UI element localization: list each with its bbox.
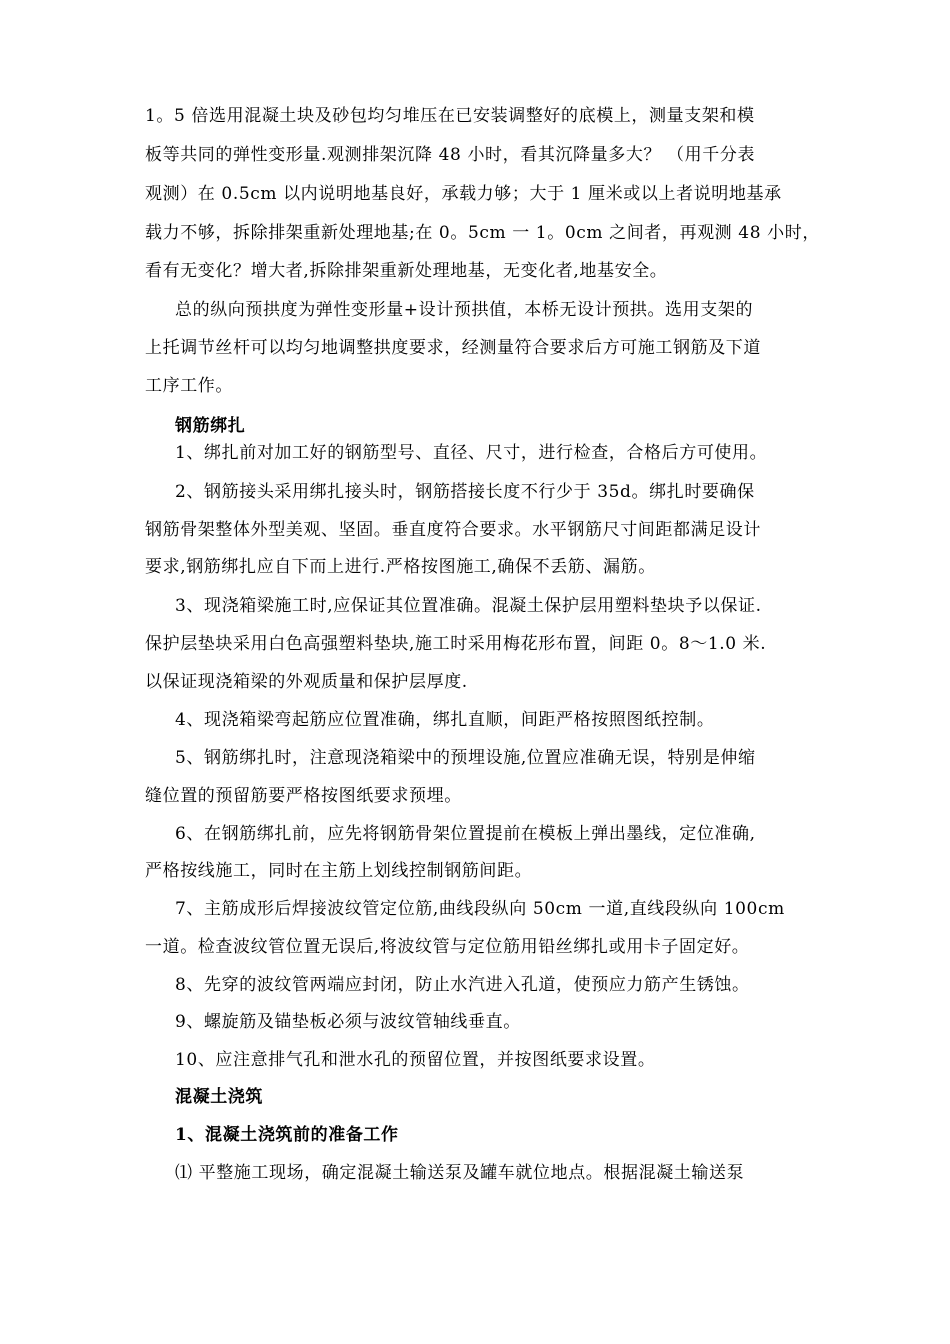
paragraph-line: ⑴ 平整施工现场，确定混凝土输送泵及罐车就位地点。根据混凝土输送泵: [175, 1163, 745, 1183]
paragraph-line: 工序工作。: [145, 376, 233, 396]
paragraph-line: 缝位置的预留筋要严格按图纸要求预埋。: [145, 786, 462, 806]
paragraph-line: 钢筋骨架整体外型美观、坚固。垂直度符合要求。水平钢筋尺寸间距都满足设计: [145, 520, 761, 540]
subsection-heading: 1、混凝土浇筑前的准备工作: [175, 1125, 399, 1145]
paragraph-line: 总的纵向预拱度为弹性变形量+设计预拱值，本桥无设计预拱。选用支架的: [175, 300, 754, 320]
section-heading: 混凝土浇筑: [175, 1087, 263, 1107]
paragraph-line: 10、应注意排气孔和泄水孔的预留位置，并按图纸要求设置。: [175, 1050, 656, 1070]
paragraph-line: 1。5 倍选用混凝土块及砂包均匀堆压在已安装调整好的底模上，测量支架和模: [145, 106, 755, 126]
paragraph-line: 4、现浇箱梁弯起筋应位置准确，绑扎直顺，间距严格按照图纸控制。: [175, 710, 715, 730]
paragraph-line: 2、钢筋接头采用绑扎接头时，钢筋搭接长度不行少于 35d。绑扎时要确保: [175, 482, 755, 502]
paragraph-line: 上托调节丝杆可以均匀地调整拱度要求，经测量符合要求后方可施工钢筋及下道: [145, 338, 761, 358]
paragraph-line: 板等共同的弹性变形量.观测排架沉降 48 小时，看其沉降量多大？ （用千分表: [145, 145, 756, 165]
paragraph-line: 3、现浇箱梁施工时,应保证其位置准确。混凝土保护层用塑料垫块予以保证.: [175, 596, 762, 616]
paragraph-line: 看有无变化？增大者,拆除排架重新处理地基，无变化者,地基安全。: [145, 261, 668, 281]
paragraph-line: 1、绑扎前对加工好的钢筋型号、直径、尺寸，进行检查，合格后方可使用。: [175, 443, 768, 463]
paragraph-line: 8、先穿的波纹管两端应封闭，防止水汽进入孔道，使预应力筋产生锈蚀。: [175, 975, 750, 995]
paragraph-line: 7、主筋成形后焊接波纹管定位筋,曲线段纵向 50cm 一道,直线段纵向 100cm: [175, 899, 785, 919]
paragraph-line: 以保证现浇箱梁的外观质量和保护层厚度.: [145, 672, 468, 692]
paragraph-line: 5、钢筋绑扎时，注意现浇箱梁中的预埋设施,位置应准确无误，特别是伸缩: [175, 748, 756, 768]
paragraph-line: 要求,钢筋绑扎应自下而上进行.严格按图施工,确保不丢筋、漏筋。: [145, 557, 656, 577]
paragraph-line: 6、在钢筋绑扎前，应先将钢筋骨架位置提前在模板上弹出墨线，定位准确,: [175, 824, 756, 844]
section-heading: 钢筋绑扎: [175, 416, 246, 436]
paragraph-line: 严格按线施工，同时在主筋上划线控制钢筋间距。: [145, 861, 533, 881]
paragraph-line: 载力不够，拆除排架重新处理地基;在 0。5cm 一 1。0cm 之间者，再观测 48 小时，: [145, 223, 820, 243]
paragraph-line: 一道。检查波纹管位置无误后,将波纹管与定位筋用铅丝绑扎或用卡子固定好。: [145, 937, 750, 957]
paragraph-line: 观测）在 0.5cm 以内说明地基良好，承载力够；大于 1 厘米或以上者说明地基承: [145, 184, 782, 204]
paragraph-line: 保护层垫块采用白色高强塑料垫块,施工时采用梅花形布置，间距 0。8～1.0 米.: [145, 634, 767, 654]
paragraph-line: 9、螺旋筋及锚垫板必须与波纹管轴线垂直。: [175, 1012, 521, 1032]
